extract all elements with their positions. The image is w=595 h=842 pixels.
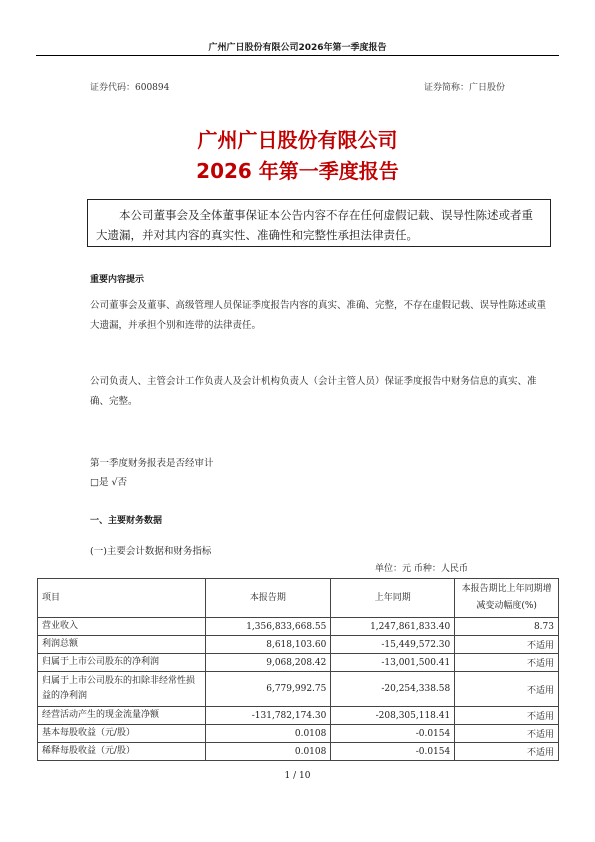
cell-prior-period: -0.0154 <box>331 743 455 761</box>
cell-current-period: 9,068,208.42 <box>205 654 331 672</box>
cell-change-pct: 不适用 <box>455 636 559 654</box>
cell-current-period: 1,356,833,668.55 <box>205 618 331 636</box>
cell-change-pct: 不适用 <box>455 707 559 725</box>
cell-current-period: -131,782,174.30 <box>205 707 331 725</box>
table-row <box>38 707 559 725</box>
table-row <box>38 618 559 636</box>
cell-prior-period: -15,449,572.30 <box>331 636 455 654</box>
row-label: 稀释每股收益（元/股） <box>38 743 206 761</box>
page-number: 1 / 10 <box>284 771 311 781</box>
cell-prior-period: -0.0154 <box>331 725 455 743</box>
column-header: 本报告期比上年同期增减变动幅度(%) <box>455 579 559 618</box>
important-notice-paragraph-1: 公司董事会及董事、高级管理人员保证季度报告内容的真实、准确、完整，不存在虚假记载、误导性陈述或重大遗漏，并承担个别和连带的法律责任。 <box>90 300 547 331</box>
cell-current-period: 0.0108 <box>205 725 331 743</box>
table-row <box>38 654 559 672</box>
running-header: 广州广日股份有限公司2026年第一季度报告 <box>208 43 387 53</box>
board-notice-box: 本公司董事会及全体董事保证本公告内容不存在任何虚假记载、误导性陈述或者重大遗漏，并对其内容的真实性、准确性和完整性承担法律责任。 <box>87 199 551 247</box>
cell-change-pct: 不适用 <box>455 725 559 743</box>
stock-code: 证券代码：600894 <box>90 83 170 93</box>
table-row <box>38 672 559 707</box>
cell-current-period: 0.0108 <box>205 743 331 761</box>
section-main-financial-data-heading: 一、主要财务数据 <box>90 516 163 526</box>
row-label: 基本每股收益（元/股） <box>38 725 206 743</box>
column-header: 项目 <box>38 579 206 618</box>
important-notice-heading: 重要内容提示 <box>90 275 145 285</box>
cell-prior-period: -20,254,338.58 <box>331 672 455 707</box>
cell-prior-period: 1,247,861,833.40 <box>331 618 455 636</box>
row-label: 经营活动产生的现金流量净额 <box>38 707 206 725</box>
header-divider <box>36 55 559 56</box>
table-row <box>38 743 559 761</box>
audit-answer: □是 √否 <box>90 477 128 488</box>
company-name-title: 广州广日股份有限公司 <box>197 128 398 152</box>
subsection-accounting-data-heading: (一)主要会计数据和财务指标 <box>90 546 212 557</box>
table-header-row <box>38 579 559 618</box>
cell-change-pct: 不适用 <box>455 654 559 672</box>
audit-question: 第一季度财务报表是否经审计 <box>90 458 214 469</box>
stock-abbreviation: 证券简称：广日股份 <box>423 83 505 93</box>
cell-change-pct: 8.73 <box>455 618 559 636</box>
column-header: 上年同期 <box>331 579 455 618</box>
currency-unit-note: 单位：元 币种：人民币 <box>375 564 468 574</box>
report-title: 2026 年第一季度报告 <box>196 159 399 183</box>
cell-current-period: 6,779,992.75 <box>205 672 331 707</box>
important-notice-paragraph-2: 公司负责人、主管会计工作负责人及会计机构负责人（会计主管人员）保证季度报告中财务信息的真实、准确、完整。 <box>90 376 537 407</box>
table-row <box>38 725 559 743</box>
table-row <box>38 636 559 654</box>
cell-change-pct: 不适用 <box>455 743 559 761</box>
column-header: 本报告期 <box>205 579 331 618</box>
cell-prior-period: -13,001,500.41 <box>331 654 455 672</box>
cell-current-period: 8,618,103.60 <box>205 636 331 654</box>
row-label: 营业收入 <box>38 618 206 636</box>
financial-data-table <box>37 578 559 761</box>
row-label: 利润总额 <box>38 636 206 654</box>
cell-prior-period: -208,305,118.41 <box>331 707 455 725</box>
cell-change-pct: 不适用 <box>455 672 559 707</box>
row-label: 归属于上市公司股东的净利润 <box>38 654 206 672</box>
row-label: 归属于上市公司股东的扣除非经常性损益的净利润 <box>38 672 206 707</box>
